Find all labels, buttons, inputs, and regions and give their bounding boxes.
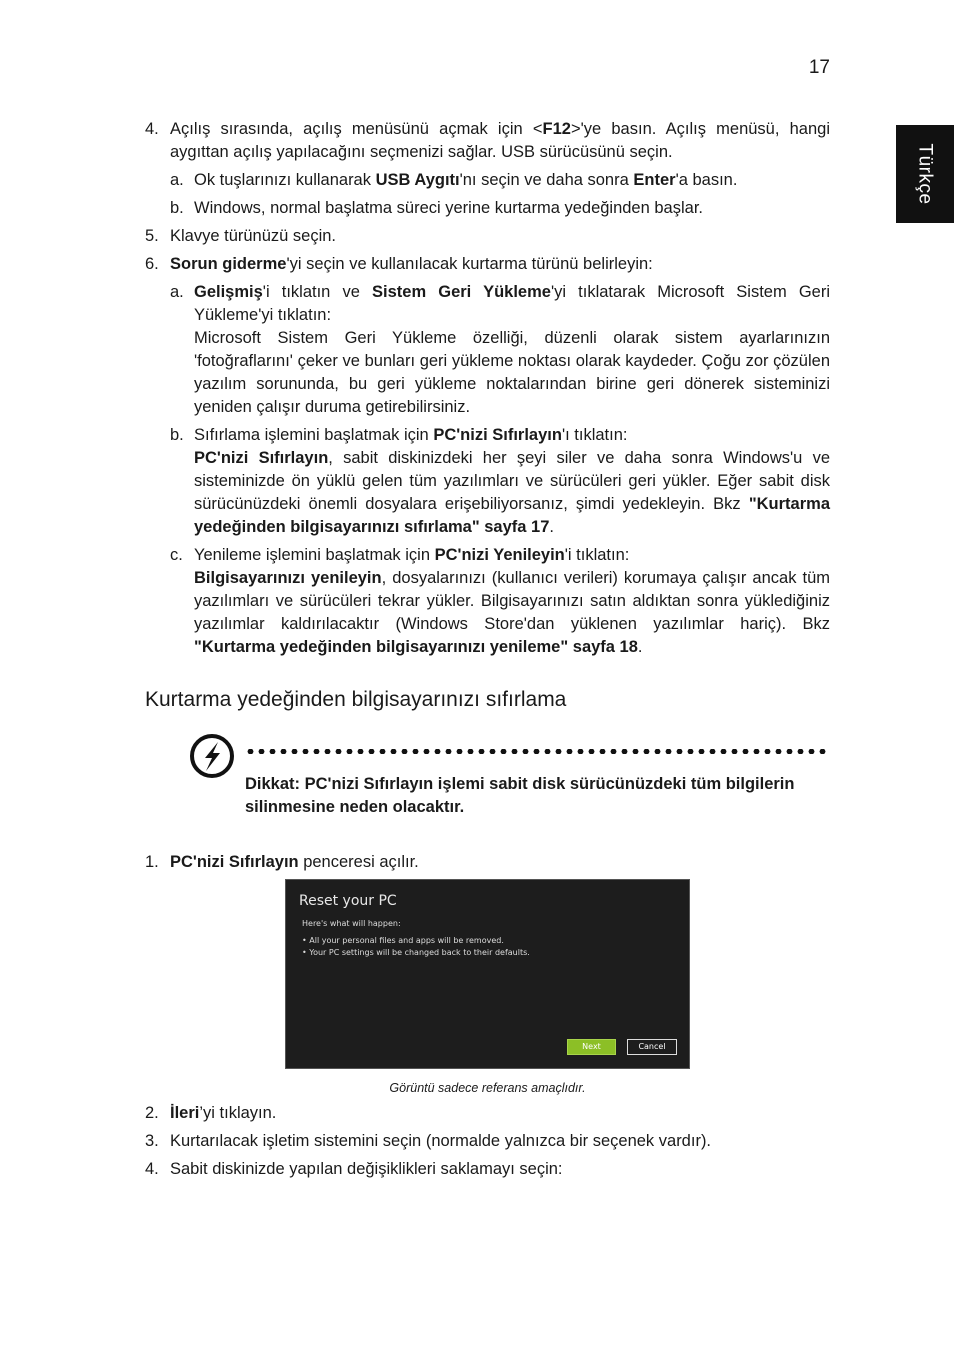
language-tab	[896, 125, 954, 223]
screenshot-subtitle: Here's what will happen:	[302, 919, 401, 928]
text: .	[637, 638, 643, 656]
page-content	[145, 118, 830, 1186]
sub-item-6b	[145, 424, 830, 539]
section-heading: Kurtarma yedeğinden bilgisayarınızı sıfırlama	[145, 688, 567, 711]
page-number: 17	[808, 57, 830, 78]
text: Windows, normal başlatma süreci yerine kurtarma yedeğinden başlar.	[194, 199, 703, 217]
warning-text: Dikkat: PC'nizi Sıfırlayın işlemi sabit disk sürücünüzdeki tüm bilgilerin silinmesine neden olacaktır.	[245, 775, 795, 816]
list-number: 4.	[145, 120, 159, 138]
list-item-5	[145, 225, 830, 248]
bold-text: PC'nizi Yenileyin	[434, 546, 565, 564]
list-number: b.	[170, 199, 184, 217]
cross-reference-link[interactable]: "Kurtarma yedeğinden bilgisayarınızı yenileme" sayfa 18	[194, 638, 638, 656]
warning-lightning-icon	[189, 733, 235, 779]
text: penceresi açılır.	[298, 853, 419, 871]
list-number: 6.	[145, 255, 159, 273]
list-item-6	[145, 253, 830, 276]
bold-text: Gelişmiş	[194, 283, 263, 301]
list-number: 3.	[145, 1132, 159, 1150]
cancel-button[interactable]: Cancel	[627, 1039, 677, 1055]
bold-text: PC'nizi Sıfırlayın	[194, 449, 329, 467]
list-item-2	[145, 1102, 830, 1125]
language-tab-label: Türkçe	[914, 143, 936, 205]
bold-text: F12	[542, 120, 571, 138]
text: Sıfırlama işlemini başlatmak için	[194, 426, 434, 444]
screenshot-title: Reset your PC	[299, 893, 397, 909]
text: 'yi seçin ve kullanılacak kurtarma türünü belirleyin:	[286, 255, 653, 273]
list-number: c.	[170, 546, 183, 564]
text: Kurtarılacak işletim sistemini seçin (normalde yalnızca bir seçenek vardır).	[170, 1132, 712, 1150]
list-number: 4.	[145, 1160, 159, 1178]
paragraph: Microsoft Sistem Geri Yükleme özelliği, düzenli olarak sistem ayarlarınızın 'fotoğraflarını' çeker ve bunları geri yükleme noktası olarak kaydeder. Çoğu zor çözülen yazılım sorununda, bu geri yükleme noktalarından birine geri dönerek sisteminizi yeniden çalışır duruma getirebilirsiniz.	[194, 329, 830, 416]
sub-item-6a	[145, 281, 830, 419]
text: >'ye basın. Açılış menüsü, hangi aygıttan açılış yapılacağını seçmenizi sağlar. USB sürücüsünü seçin.	[170, 120, 830, 161]
bold-text: Sorun giderme	[170, 255, 287, 273]
screenshot-bullet: • All your personal files and apps will be removed.	[302, 936, 504, 945]
screenshot-bullet: • Your PC settings will be changed back to their defaults.	[302, 948, 530, 957]
list-item-4	[145, 118, 830, 164]
sub-item-4b	[145, 197, 830, 220]
text: Ok tuşlarınızı kullanarak	[194, 171, 376, 189]
list-item-3	[145, 1130, 830, 1153]
bold-text: Bilgisayarınızı yenileyin	[194, 569, 382, 587]
next-button[interactable]: Next	[567, 1039, 616, 1055]
text: 'i tıklatın ve	[262, 283, 373, 301]
bold-text: İleri	[170, 1104, 200, 1122]
text: Sabit diskinizde yapılan değişiklikleri saklamayı seçin:	[170, 1160, 563, 1178]
bold-text: USB Aygıtı	[375, 171, 460, 189]
text: .	[549, 518, 554, 536]
list-number: a.	[170, 283, 184, 301]
list-number: b.	[170, 426, 184, 444]
sub-item-6c	[145, 544, 830, 659]
bold-text: PC'nizi Sıfırlayın	[170, 853, 299, 871]
text: Açılış sırasında, açılış menüsünü açmak için <	[170, 120, 543, 138]
text: Yenileme işlemini başlatmak için	[194, 546, 435, 564]
list-item-4b	[145, 1158, 830, 1181]
bold-text: Sistem Geri Yükleme	[372, 283, 551, 301]
list-number: 2.	[145, 1104, 159, 1122]
text: 'yi tıklatarak Microsoft Sistem Geri Yükleme'yi tıklatın:	[194, 283, 830, 324]
bold-text: PC'nizi Sıfırlayın	[433, 426, 562, 444]
cross-reference-link[interactable]: "Kurtarma yedeğinden bilgisayarınızı sıfırlama" sayfa 17	[194, 495, 830, 536]
text: 'ı tıklatın:	[561, 426, 628, 444]
list-item-1	[145, 851, 830, 874]
dotted-separator	[245, 749, 830, 754]
text: 'nı seçin ve daha sonra	[459, 171, 634, 189]
list-number: 1.	[145, 853, 159, 871]
text: , dosyalarınızı (kullanıcı verileri) korumaya çalışır ancak tüm yazılımları ve sürücüleri tekrar yükler. Bilgisayarınızı satın aldıktan sonra yüklediğiniz yazılımlar kaldırılacaktır (Windows Store'dan yüklenen yazılımlar hariç). Bkz	[194, 569, 830, 633]
warning-block	[145, 729, 830, 827]
text: ’yi tıklayın.	[199, 1104, 277, 1122]
text: , sabit diskinizdeki her şeyi siler ve daha sonra Windows'u ve sisteminizde ön yüklü gelen tüm yazılımları ve sürücüleri geri yükler. Eğer sabit disk sürücünüzdeki önemli dosyalara erişebiliyorsanız, şimdi yedekleyin. Bkz	[194, 449, 831, 513]
list-number: a.	[170, 171, 184, 189]
text: 'i tıklatın:	[564, 546, 630, 564]
image-caption: Görüntü sadece referans amaçlıdır.	[389, 1081, 586, 1095]
reset-pc-screenshot	[285, 879, 690, 1069]
sub-item-4a	[145, 169, 830, 192]
text: 'a basın.	[675, 171, 738, 189]
text: Klavye türünüzü seçin.	[170, 227, 337, 245]
bold-text: Enter	[633, 171, 676, 189]
list-number: 5.	[145, 227, 159, 245]
